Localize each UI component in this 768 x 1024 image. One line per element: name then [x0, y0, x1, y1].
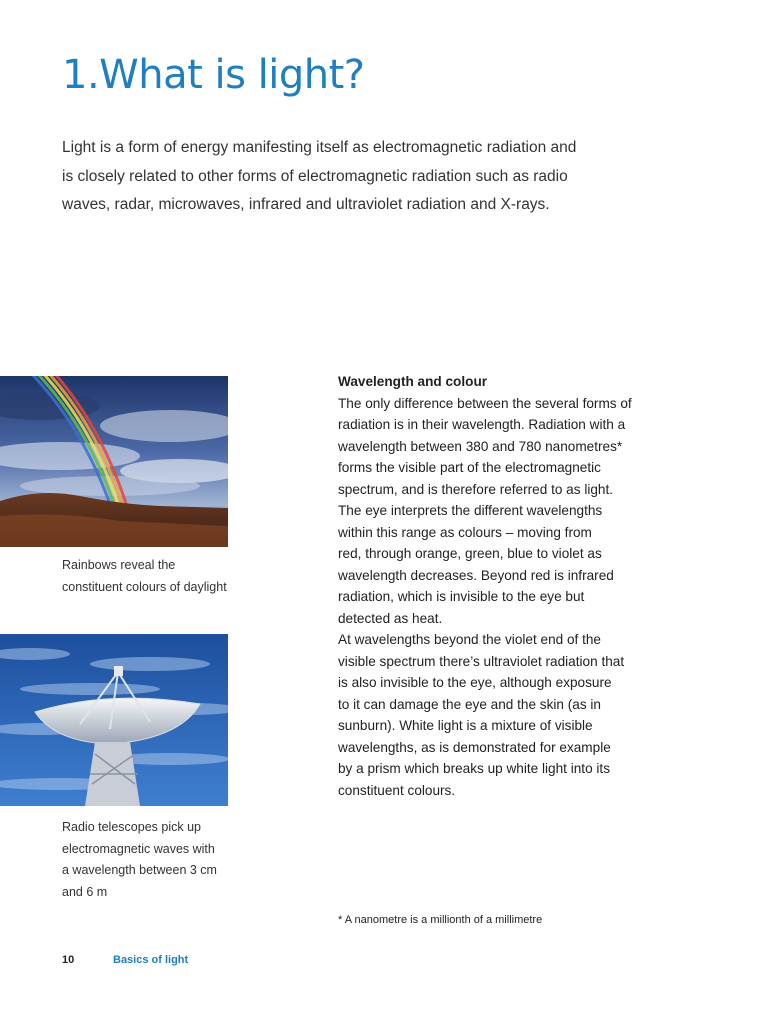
- page-number: 10: [62, 954, 75, 966]
- body-line: forms the visible part of the electromagnetic: [338, 460, 601, 475]
- caption-line: and 6 m: [62, 884, 108, 899]
- running-footer-title: Basics of light: [113, 954, 189, 966]
- body-line: constituent colours.: [338, 782, 456, 798]
- caption-line: Rainbows reveal the: [62, 558, 176, 572]
- caption-line: electromagnetic waves with: [62, 841, 215, 856]
- body-line: The only difference between the several forms of: [338, 395, 632, 411]
- body-line: red, through orange, green, blue to violet as: [338, 546, 602, 561]
- intro-paragraph: [62, 134, 622, 220]
- radio-telescope-photo: [0, 634, 228, 806]
- intro-line: Light is a form of energy manifesting itself as electromagnetic radiation and: [62, 139, 577, 156]
- body-line: radiation is in their wavelength. Radiation with a: [338, 417, 626, 432]
- section-heading: Wavelength and colour: [338, 374, 488, 389]
- body-line: to it can damage the eye and the skin (as in: [338, 696, 601, 712]
- body-line: by a prism which breaks up white light into its: [338, 761, 610, 776]
- body-line: wavelength between 380 and 780 nanometres*: [338, 438, 623, 454]
- body-line: visible spectrum there’s ultraviolet radiation that: [338, 653, 625, 669]
- body-line: spectrum, and is therefore referred to as light.: [338, 481, 614, 497]
- intro-line: waves, radar, microwaves, infrared and ultraviolet radiation and X-rays.: [62, 196, 550, 213]
- rainbow-photo: [0, 376, 228, 547]
- body-line: The eye interprets the different wavelengths: [338, 503, 603, 518]
- telescope-caption: [62, 817, 242, 903]
- page-title: 1.What is light?: [62, 52, 365, 98]
- caption-line: a wavelength between 3 cm: [62, 863, 217, 877]
- caption-line: constituent colours of daylight: [62, 579, 227, 594]
- wavelength-section: [338, 371, 668, 801]
- intro-line: is closely related to other forms of electromagnetic radiation such as radio: [62, 167, 568, 185]
- body-line: detected as heat.: [338, 610, 443, 626]
- rainbow-caption: [62, 555, 242, 598]
- body-line: sunburn). White light is a mixture of visible: [338, 718, 593, 733]
- caption-line: Radio telescopes pick up: [62, 820, 201, 834]
- footnote: * A nanometre is a millionth of a millimetre: [338, 914, 543, 926]
- body-line: wavelengths, as is demonstrated for example: [338, 739, 611, 755]
- body-line: radiation, which is invisible to the eye but: [338, 589, 585, 604]
- body-line: is also invisible to the eye, although exposure: [338, 675, 612, 690]
- body-line: within this range as colours – moving from: [338, 524, 592, 540]
- body-line: At wavelengths beyond the violet end of the: [338, 632, 601, 647]
- body-line: wavelength decreases. Beyond red is infrared: [338, 567, 614, 583]
